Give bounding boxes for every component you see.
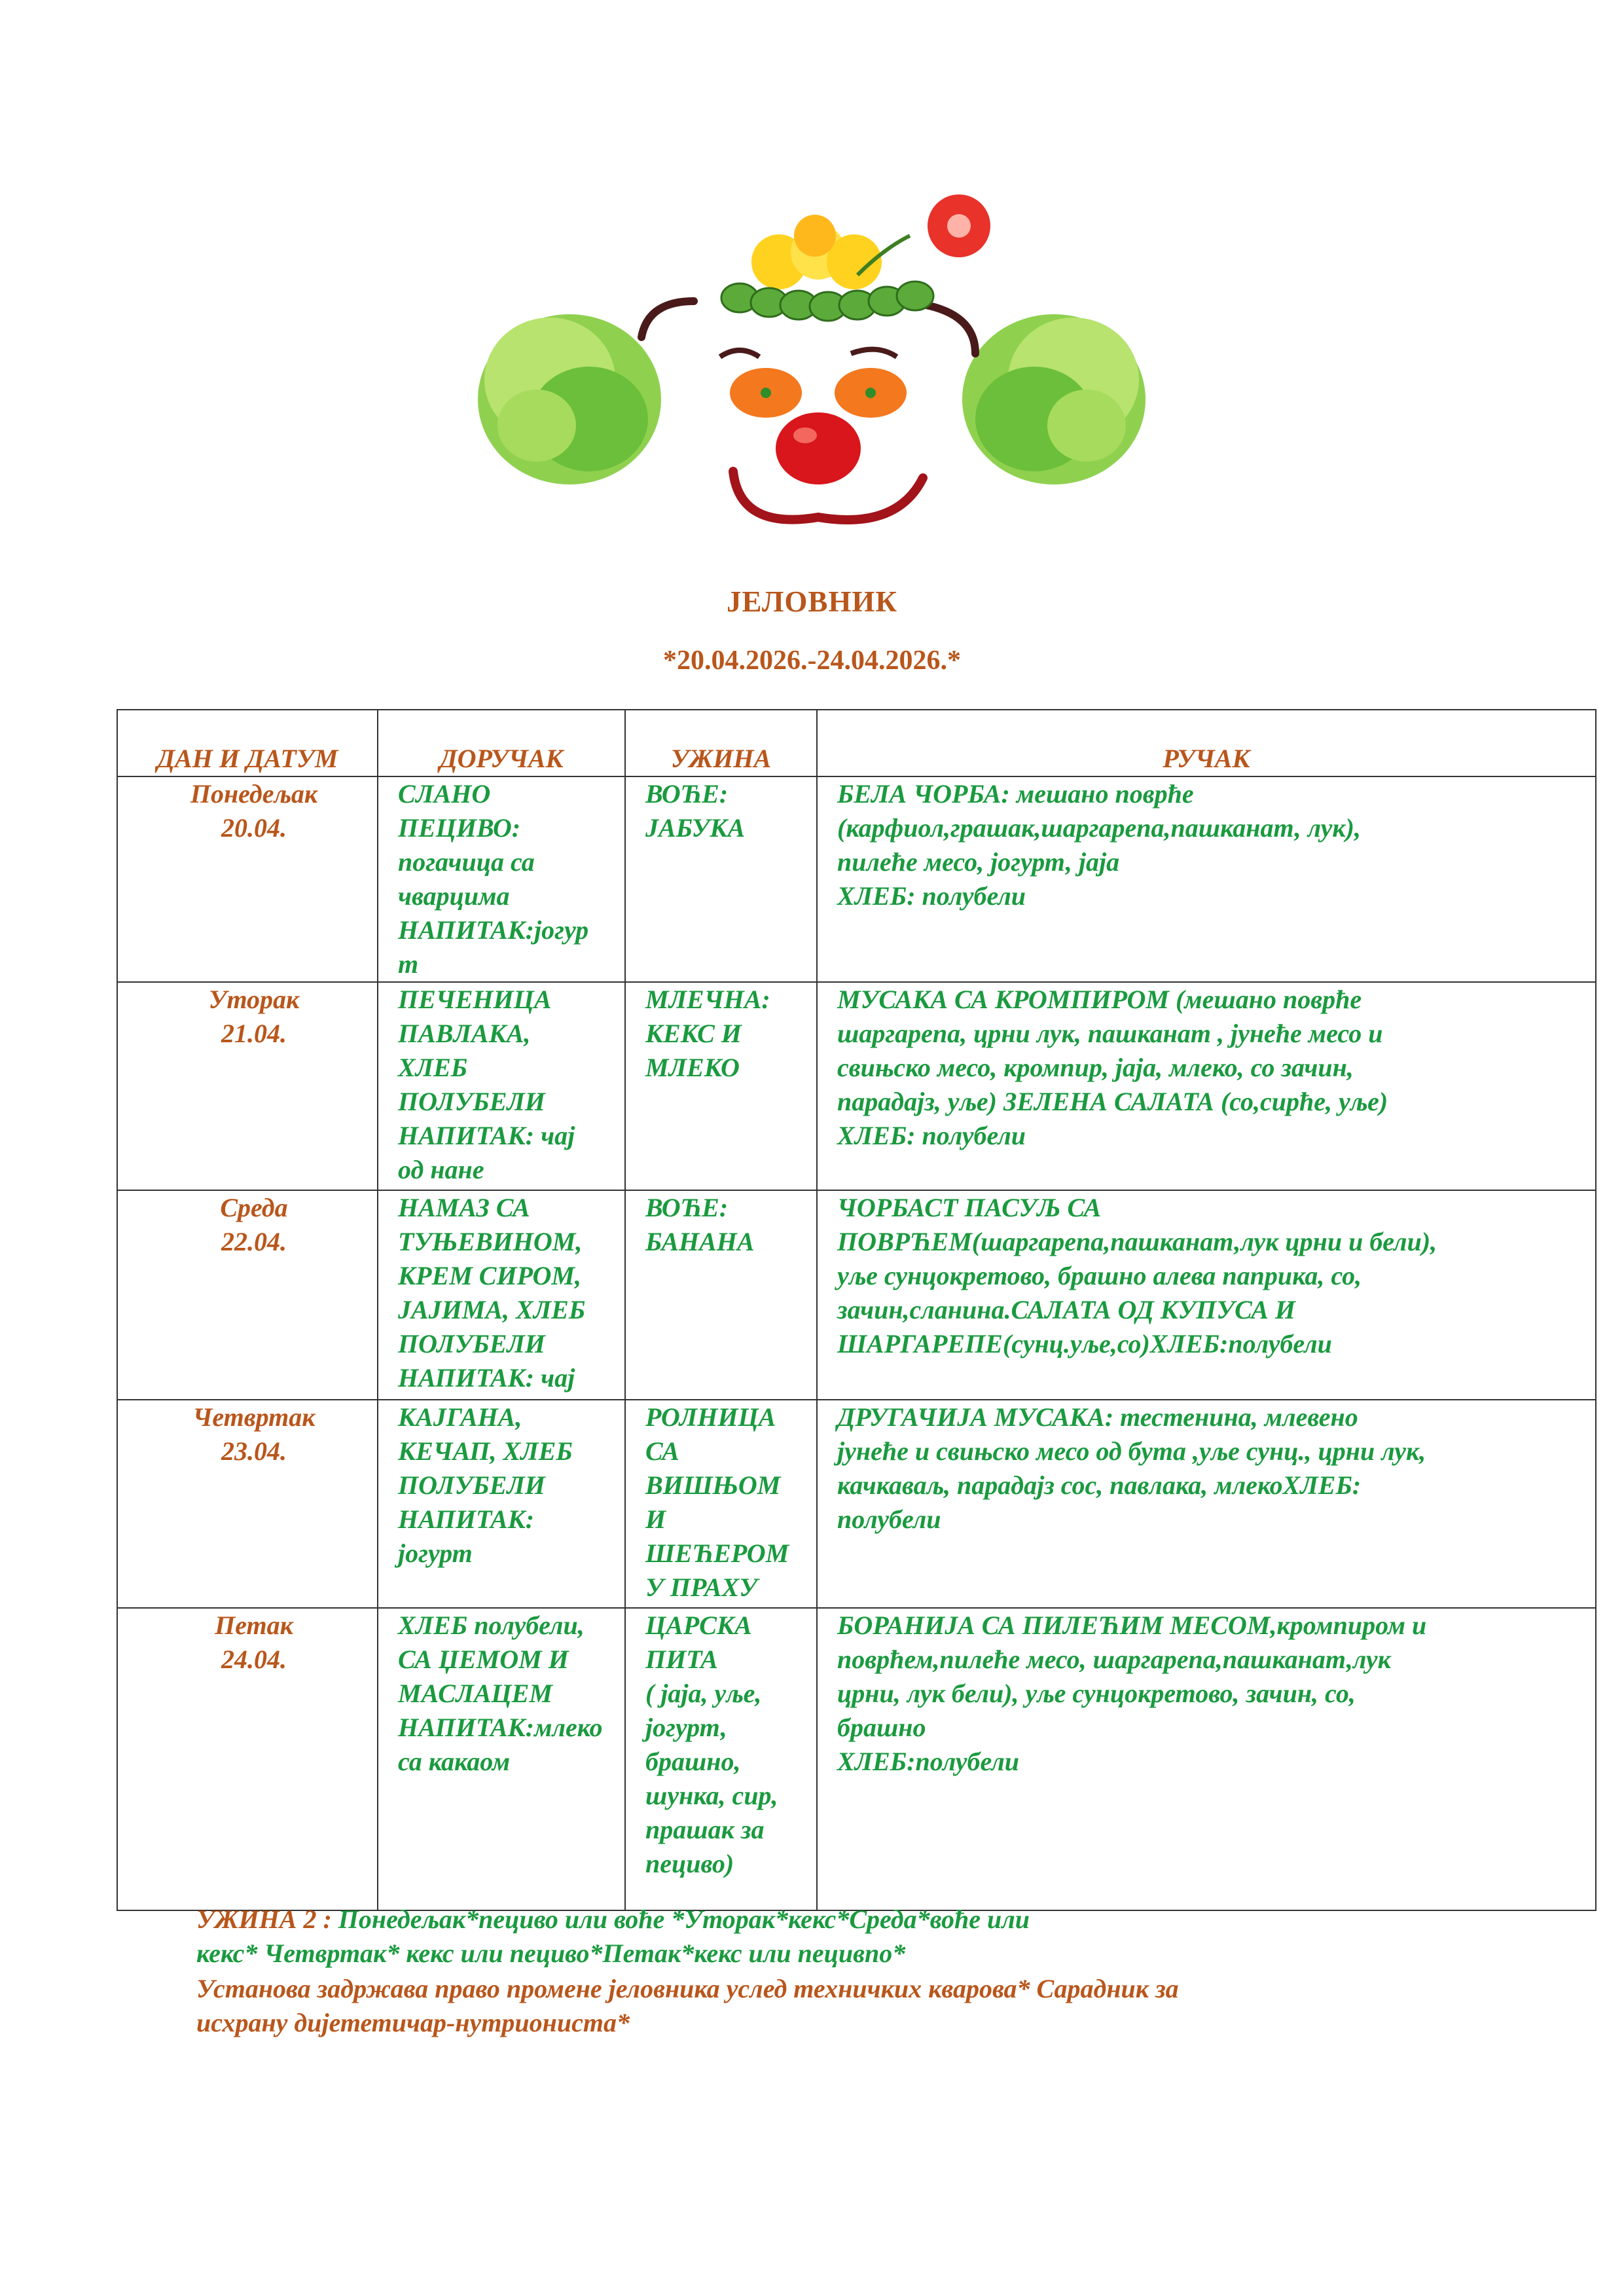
- snack-cell: РОЛНИЦА СА ВИШЊОМ И ШЕЋЕРОМ У ПРАХУ: [625, 1400, 817, 1608]
- breakfast-cell: ПЕЧЕНИЦА ПАВЛАКА, ХЛЕБ ПОЛУБЕЛИ НАПИТАК: чај од нане: [378, 982, 625, 1190]
- snack2-text: Понедељак*пециво или воће *Уторак*кекс*Среда*воће или кекс* Четвртак* кекс или пециво*Петак*кекс или пецивпо*: [196, 1904, 1030, 1968]
- cucumber-brim: [721, 282, 933, 321]
- day-cell: Среда 22.04.: [117, 1190, 378, 1400]
- day-cell: Четвртак 23.04.: [117, 1400, 378, 1608]
- table-row: [117, 982, 1596, 1190]
- snack-cell: ВОЋЕ: БАНАНА: [625, 1190, 817, 1400]
- snack-cell: МЛЕЧНА: КЕКС И МЛЕКО: [625, 982, 817, 1190]
- header-breakfast: ДОРУЧАК: [378, 710, 625, 776]
- breakfast-cell: СЛАНО ПЕЦИВО: погачица са чварцима НАПИТАК:јогур т: [378, 776, 625, 982]
- disclaimer-note: Установа задржава право промене јеловника услед техничких кварова* Сарадник за исхрану дијететичар-нутриониста*: [196, 1974, 1179, 2037]
- breakfast-cell: КАЈГАНА, КЕЧАП, ХЛЕБ ПОЛУБЕЛИ НАПИТАК: јогурт: [378, 1400, 625, 1608]
- eyebrow-right: [851, 350, 897, 357]
- lettuce-left: [478, 314, 661, 484]
- date-range: *20.04.2026.-24.04.2026.*: [663, 646, 961, 676]
- day-cell: Понедељак 20.04.: [117, 776, 378, 982]
- breakfast-cell: НАМАЗ СА ТУЊЕВИНОМ, КРЕМ СИРОМ, ЈАЈИМА, ХЛЕБ ПОЛУБЕЛИ НАПИТАК: чај: [378, 1190, 625, 1400]
- snack-cell: ВОЋЕ: ЈАБУКА: [625, 776, 817, 982]
- day-cell: Уторак 21.04.: [117, 982, 378, 1190]
- menu-title: ЈЕЛОВНИК: [726, 585, 898, 618]
- table-row: [117, 776, 1596, 982]
- lunch-cell: МУСАКА СА КРОМПИРОМ (мешано поврће шаргарепа, црни лук, пашканат , јунеће месо и свињско месо, кромпир, јаја, млеко, со зачин, парадајз, уље) ЗЕЛЕНА САЛАТА (со,сирће, уље) ХЛЕБ: полубели: [817, 982, 1596, 1190]
- table-row: [117, 1190, 1596, 1400]
- day-cell: Петак 24.04.: [117, 1608, 378, 1910]
- snack-cell: ЦАРСКА ПИТА ( јаја, уље, јогурт, брашно, шунка, сир, прашак за пециво): [625, 1608, 817, 1910]
- snack2-label: УЖИНА 2 :: [196, 1904, 338, 1934]
- table-row: [117, 1400, 1596, 1608]
- table-header-row: [117, 710, 1596, 776]
- header-lunch: РУЧАК: [817, 710, 1596, 776]
- lemon-hat: [751, 215, 882, 289]
- eyebrow-left: [720, 350, 759, 357]
- lunch-cell: БЕЛА ЧОРБА: мешано поврће (карфиол,грашак,шаргарепа,пашканат, лук), пилеће месо, јогурт, јаја ХЛЕБ: полубели: [817, 776, 1596, 982]
- menu-table: [117, 709, 1597, 1911]
- snack2-note: [196, 1903, 1244, 1971]
- tomato-nose: [776, 412, 861, 484]
- lunch-cell: ДРУГАЧИЈА МУСАКА: тестенина, млевено јунеће и свињско месо од бута ,уље сунц., црни лук, качкаваљ, парадајз сос, павлака, млекоХЛЕБ: полубели: [817, 1400, 1596, 1608]
- header-snack: УЖИНА: [625, 710, 817, 776]
- lunch-cell: ЧОРБАСТ ПАСУЉ СА ПОВРЋЕМ(шаргарепа,пашканат,лук црни и бели), уље сунцокретово, брашно алева паприка, со, зачин,сланина.САЛАТА ОД КУПУСА И ШАРГАРЕПЕ(сунц.уље,со)ХЛЕБ:полубели: [817, 1190, 1596, 1400]
- lettuce-right: [962, 314, 1146, 484]
- hair-right: [923, 304, 975, 354]
- header-day: ДАН И ДАТУМ: [117, 710, 378, 776]
- breakfast-cell: ХЛЕБ полубели, СА ЏЕМОМ И МАСЛАЦЕМ НАПИТАК:млеко са какаом: [378, 1608, 625, 1910]
- clown-food-illustration: [478, 190, 1146, 563]
- lunch-cell: БОРАНИЈА СА ПИЛЕЋИМ МЕСОМ,кромпиром и поврћем,пилеће месо, шаргарепа,пашканат,лук црни, лук бели), уље сунцокретово, зачин, со, брашно ХЛЕБ:полубели: [817, 1608, 1596, 1910]
- hair-left: [641, 301, 694, 337]
- table-row: [117, 1608, 1596, 1910]
